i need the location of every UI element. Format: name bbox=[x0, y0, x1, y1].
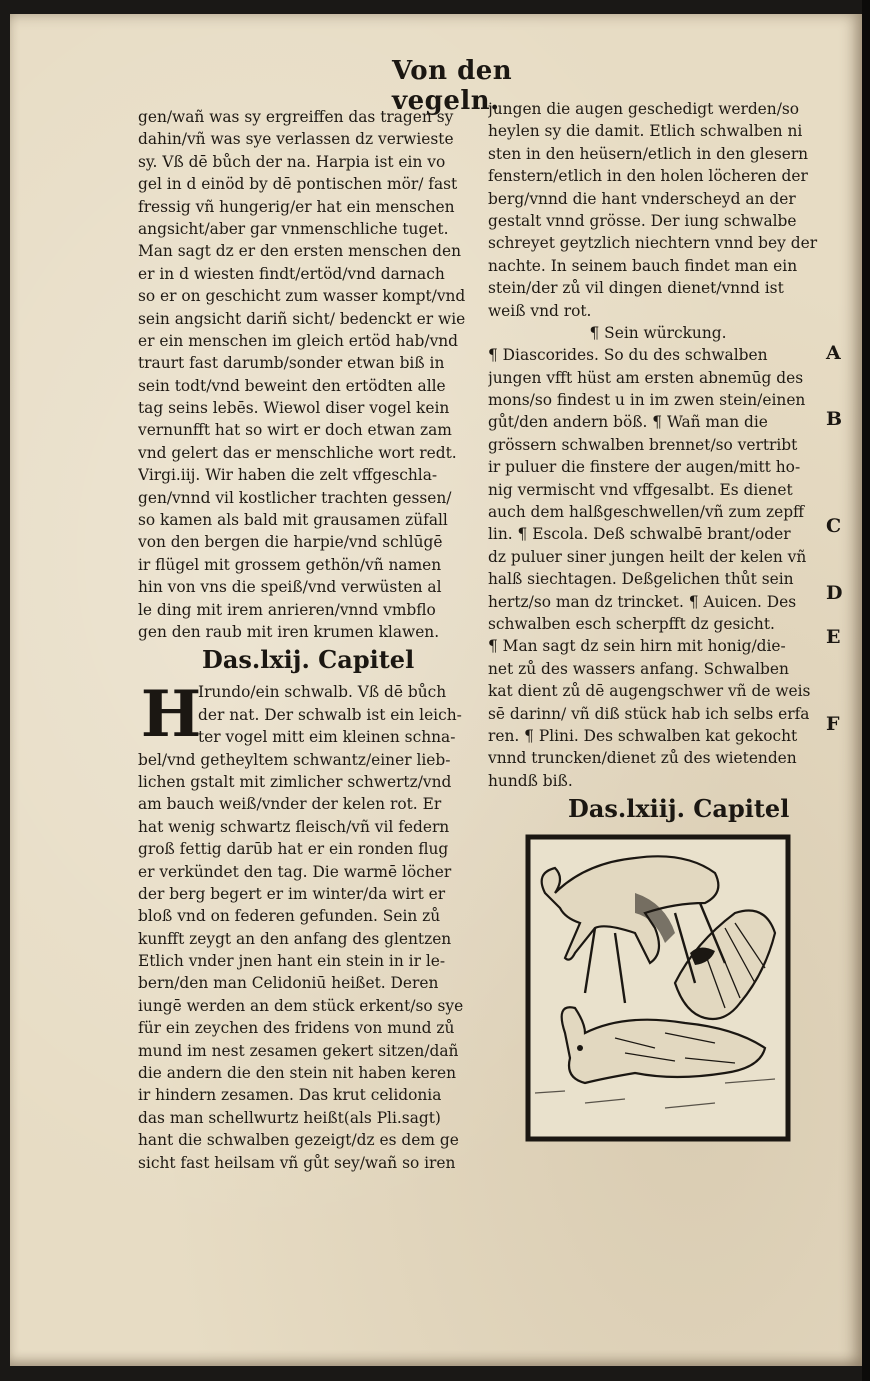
text-line: sy. Vß dē bůch der na. Harpia ist ein vo bbox=[138, 152, 446, 171]
text-line: hertz/so man dz trincket. ¶ Auicen. Des bbox=[488, 592, 797, 611]
running-head: Von den vegeln. bbox=[392, 56, 513, 116]
left-text-block-a bbox=[138, 106, 488, 643]
text-line: gen den raub mit iren krumen klawen. bbox=[138, 622, 440, 641]
text-line: gůt/den andern böß. ¶ Wañ man die bbox=[488, 413, 768, 432]
text-line: net zů des wassers anfang. Schwalben bbox=[488, 659, 789, 678]
text-line: le ding mit irem anrieren/vnnd vmbflo bbox=[138, 600, 436, 619]
margin-letter-a: A bbox=[826, 342, 841, 364]
right-text-block-a bbox=[488, 98, 828, 322]
text-line: gel in d einöd by dē pontischen mör/ fast bbox=[138, 175, 458, 194]
text-line: schwalben esch scherpfft dz gesicht. bbox=[488, 614, 775, 633]
text-line: sein angsicht dariñ sicht/ bedenckt er wie bbox=[138, 309, 466, 328]
text-line: nachte. In seinem bauch findet man ein bbox=[488, 256, 798, 275]
left-column bbox=[138, 106, 488, 1174]
text-line: schreyet geytzlich niechtern vnnd bey der bbox=[488, 234, 818, 253]
text-line: bern/den man Celidoniū heißet. Deren bbox=[138, 974, 439, 993]
text-line: vnd gelert das er menschliche wort redt. bbox=[138, 443, 457, 462]
page-edge-shadow bbox=[862, 0, 870, 1381]
text-line: stein/der zů vil dingen dienet/vnnd ist bbox=[488, 279, 784, 298]
text-line: auch dem halßgeschwellen/vñ zum zepff bbox=[488, 503, 804, 522]
text-line: jungen vfft hüst am ersten abnemūg des bbox=[488, 368, 804, 387]
chapter-heading-63: Das.lxiij. Capitel bbox=[568, 794, 790, 824]
text-line: vernunfft hat so wirt er doch etwan zam bbox=[138, 421, 452, 440]
woodcut-illustration bbox=[525, 833, 791, 1143]
left-text-block-b bbox=[138, 749, 488, 1174]
text-line: von den bergen die harpie/vnd schlūgē bbox=[138, 533, 443, 552]
text-line: jungen die augen geschedigt werden/so bbox=[488, 100, 800, 118]
text-line: Irundo/ein schwalb. Vß dē bůch bbox=[198, 683, 447, 702]
text-line: bloß vnd on federen gefunden. Sein zů bbox=[138, 907, 441, 926]
margin-letter-f: F bbox=[826, 713, 840, 735]
text-line: lin. ¶ Escola. Deß schwalbē brant/oder bbox=[488, 525, 791, 544]
section-subheading: ¶ Sein würckung. bbox=[589, 323, 727, 342]
text-line: gestalt vnnd grösse. Der iung schwalbe bbox=[488, 211, 797, 230]
text-line: sicht fast heilsam vñ gůt sey/wañ so iren bbox=[138, 1153, 456, 1172]
text-line: mund im nest zesamen gekert sitzen/dañ bbox=[138, 1041, 459, 1060]
woodcut-drawing bbox=[525, 833, 791, 1143]
text-line: ¶ Diascorides. So du des schwalben bbox=[488, 346, 768, 365]
text-line: die andern die den stein nit haben keren bbox=[138, 1064, 457, 1083]
text-line: so er on geschicht zum wasser kompt/vnd bbox=[138, 287, 466, 306]
text-line: so kamen als bald mit grausamen züfall bbox=[138, 511, 448, 530]
right-text-block-b bbox=[488, 344, 828, 792]
text-line: dahin/vñ was sye verlassen dz verwieste bbox=[138, 130, 454, 149]
text-line: hant die schwalben gezeigt/dz es dem ge bbox=[138, 1131, 459, 1150]
text-line: dz puluer siner jungen heilt der kelen vñ bbox=[488, 547, 807, 566]
drop-cap-initial: H bbox=[140, 677, 202, 752]
margin-letter-e: E bbox=[826, 626, 841, 648]
text-line: ¶ Man sagt dz sein hirn mit honig/die- bbox=[488, 637, 786, 656]
text-line: tag seins lebēs. Wiewol diser vogel kein bbox=[138, 399, 450, 418]
text-line: ir puluer die finstere der augen/mitt ho- bbox=[488, 458, 801, 477]
text-line: er verkündet den tag. Die warmē löcher bbox=[138, 862, 452, 881]
text-line: groß fettig darūb hat er ein ronden flug bbox=[138, 840, 449, 859]
text-line: fressig vñ hungerig/er hat ein menschen bbox=[138, 197, 455, 216]
right-column bbox=[488, 98, 828, 830]
text-line: gen/wañ was sy ergreiffen das tragen sy bbox=[138, 108, 454, 126]
text-line: ter vogel mitt eim kleinen schna- bbox=[198, 728, 456, 747]
text-line: iungē werden an dem stück erkent/so sye bbox=[138, 996, 464, 1015]
text-line: das man schellwurtz heißt(als Pli.sagt) bbox=[138, 1108, 441, 1127]
text-line: heylen sy die damit. Etlich schwalben ni bbox=[488, 122, 803, 141]
text-line: vnnd truncken/dienet zů des wietenden bbox=[488, 749, 797, 768]
text-line: für ein zeychen des fridens von mund zů bbox=[138, 1019, 455, 1038]
text-line: Etlich vnder jnen hant ein stein in ir le- bbox=[138, 952, 446, 971]
margin-letter-d: D bbox=[826, 582, 843, 604]
text-line: sein todt/vnd beweint den ertödten alle bbox=[138, 376, 446, 395]
text-line: lichen gstalt mit zimlicher schwertz/vnd bbox=[138, 772, 452, 791]
text-line: hat wenig schwartz fleisch/vñ vil federn bbox=[138, 817, 450, 836]
text-line: sten in den heüsern/etlich in den glesern bbox=[488, 144, 809, 163]
text-line: hundß biß. bbox=[488, 771, 573, 790]
text-line: sē darinn/ vñ diß stück hab ich selbs erfa bbox=[488, 704, 810, 723]
text-line: fenstern/etlich in den holen löcheren der bbox=[488, 167, 808, 186]
text-line: der berg begert er im winter/da wirt er bbox=[138, 884, 446, 903]
text-line: am bauch weiß/vnder der kelen rot. Er bbox=[138, 795, 442, 814]
text-line: Man sagt dz er den ersten menschen den bbox=[138, 242, 462, 261]
text-line: bel/vnd getheyltem schwantz/einer lieb- bbox=[138, 750, 451, 769]
text-line: er ein menschen im gleich ertöd hab/vnd bbox=[138, 331, 459, 350]
text-line: weiß vnd rot. bbox=[488, 301, 592, 320]
text-line: ren. ¶ Plini. Des schwalben kat gekocht bbox=[488, 726, 798, 745]
text-line: er in d wiesten findt/ertöd/vnd darnach bbox=[138, 264, 445, 283]
margin-letter-b: B bbox=[826, 408, 843, 430]
text-line: Virgi.iij. Wir haben die zelt vffgeschla- bbox=[138, 466, 438, 485]
text-line: angsicht/aber gar vnmenschliche tuget. bbox=[138, 219, 449, 238]
text-line: der nat. Der schwalb ist ein leich- bbox=[198, 705, 462, 724]
text-line: nig vermischt vnd vffgesalbt. Es dienet bbox=[488, 480, 793, 499]
text-line: berg/vnnd die hant vnderscheyd an der bbox=[488, 189, 796, 208]
text-line: mons/so findest u in im zwen stein/einen bbox=[488, 391, 806, 410]
text-line: kat dient zů dē augengschwer vñ de weis bbox=[488, 682, 811, 701]
text-line: halß siechtagen. Deßgelichen thůt sein bbox=[488, 570, 794, 589]
text-line: hin von vns die speiß/vnd verwüsten al bbox=[138, 578, 442, 597]
text-line: traurt fast darumb/sonder etwan biß in bbox=[138, 354, 445, 373]
chapter-heading-62: Das.lxij. Capitel bbox=[202, 645, 415, 675]
text-line: gen/vnnd vil kostlicher trachten gessen/ bbox=[138, 488, 452, 507]
text-line: ir hindern zesamen. Das krut celidonia bbox=[138, 1086, 442, 1105]
text-line: kunfft zeygt an den anfang des glentzen bbox=[138, 929, 452, 948]
text-line: ir flügel mit grossem gethön/vñ namen bbox=[138, 555, 442, 574]
margin-letter-c: C bbox=[826, 515, 842, 537]
text-line: grössern schwalben brennet/so vertribt bbox=[488, 435, 798, 454]
